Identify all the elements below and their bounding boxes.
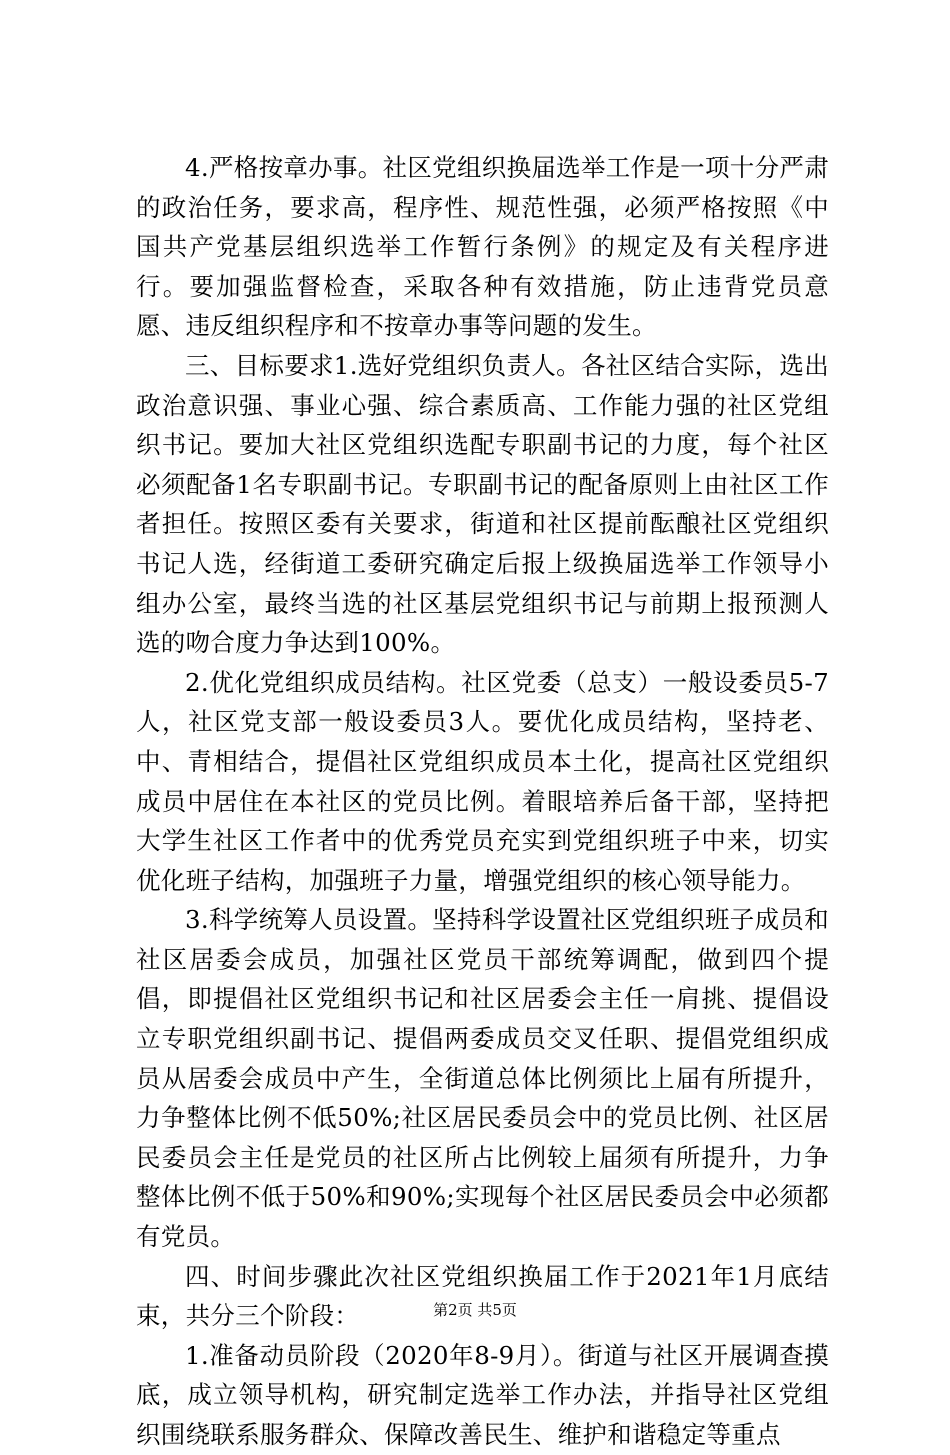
document-body — [136, 148, 829, 1455]
paragraph-staff-allocation: 3.科学统筹人员设置。坚持科学设置社区党组织班子成员和社区居委会成员，加强社区党员干部统筹调配，做到四个提倡，即提倡社区党组织书记和社区居委会主任一肩挑、提倡设立专职党组织副书记、提倡两委成员交叉任职、提倡党组织成员从居委会成员中产生，全街道总体比例须比上届有所提升，力争整体比例不低50%;社区居民委员会中的党员比例、社区居民委员会主任是党员的社区所占比例较上届须有所提升，力争整体比例不低于50%和90%;实现每个社区居民委员会中必须都有党员。 — [136, 905, 829, 1252]
paragraph-time-steps: 四、时间步骤此次社区党组织换届工作于2021年1月底结束，共分三个阶段： — [136, 1261, 829, 1331]
paragraph-preparation-stage: 1.准备动员阶段（2020年8-9月）。街道与社区开展调查摸底，成立领导机构，研究制定选举工作办法，并指导社区党组织围绕联系服务群众、保障改善民生、维护和谐稳定等重点 — [136, 1340, 829, 1449]
paragraph-goals-leader: 三、目标要求1.选好党组织负责人。各社区结合实际，选出政治意识强、事业心强、综合素质高、工作能力强的社区党组织书记。要加大社区党组织选配专职副书记的力度，每个社区必须配备1名专职副书记。专职副书记的配备原则上由社区工作者担任。按照区委有关要求，街道和社区提前酝酿社区党组织书记人选，经街道工委研究确定后报上级换届选举工作领导小组办公室，最终当选的社区基层党组织书记与前期上报预测人选的吻合度力争达到100%。 — [136, 350, 829, 658]
paragraph-strict-procedure: 4.严格按章办事。社区党组织换届选举工作是一项十分严肃的政治任务，要求高，程序性、规范性强，必须严格按照《中国共产党基层组织选举工作暂行条例》的规定及有关程序进行。要加强监督检查，采取各种有效措施，防止违背党员意愿、违反组织程序和不按章办事等问题的发生。 — [136, 153, 829, 341]
paragraph-member-structure: 2.优化党组织成员结构。社区党委（总支）一般设委员5-7人，社区党支部一般设委员3人。要优化成员结构，坚持老、中、青相结合，提倡社区党组织成员本土化，提高社区党组织成员中居住在本社区的党员比例。着眼培养后备干部，坚持把大学生社区工作者中的优秀党员充实到党组织班子中来，切实优化班子结构，加强班子力量，增强党组织的核心领导能力。 — [136, 667, 829, 895]
page-number-footer: 第2页 共5页 — [433, 1301, 517, 1319]
